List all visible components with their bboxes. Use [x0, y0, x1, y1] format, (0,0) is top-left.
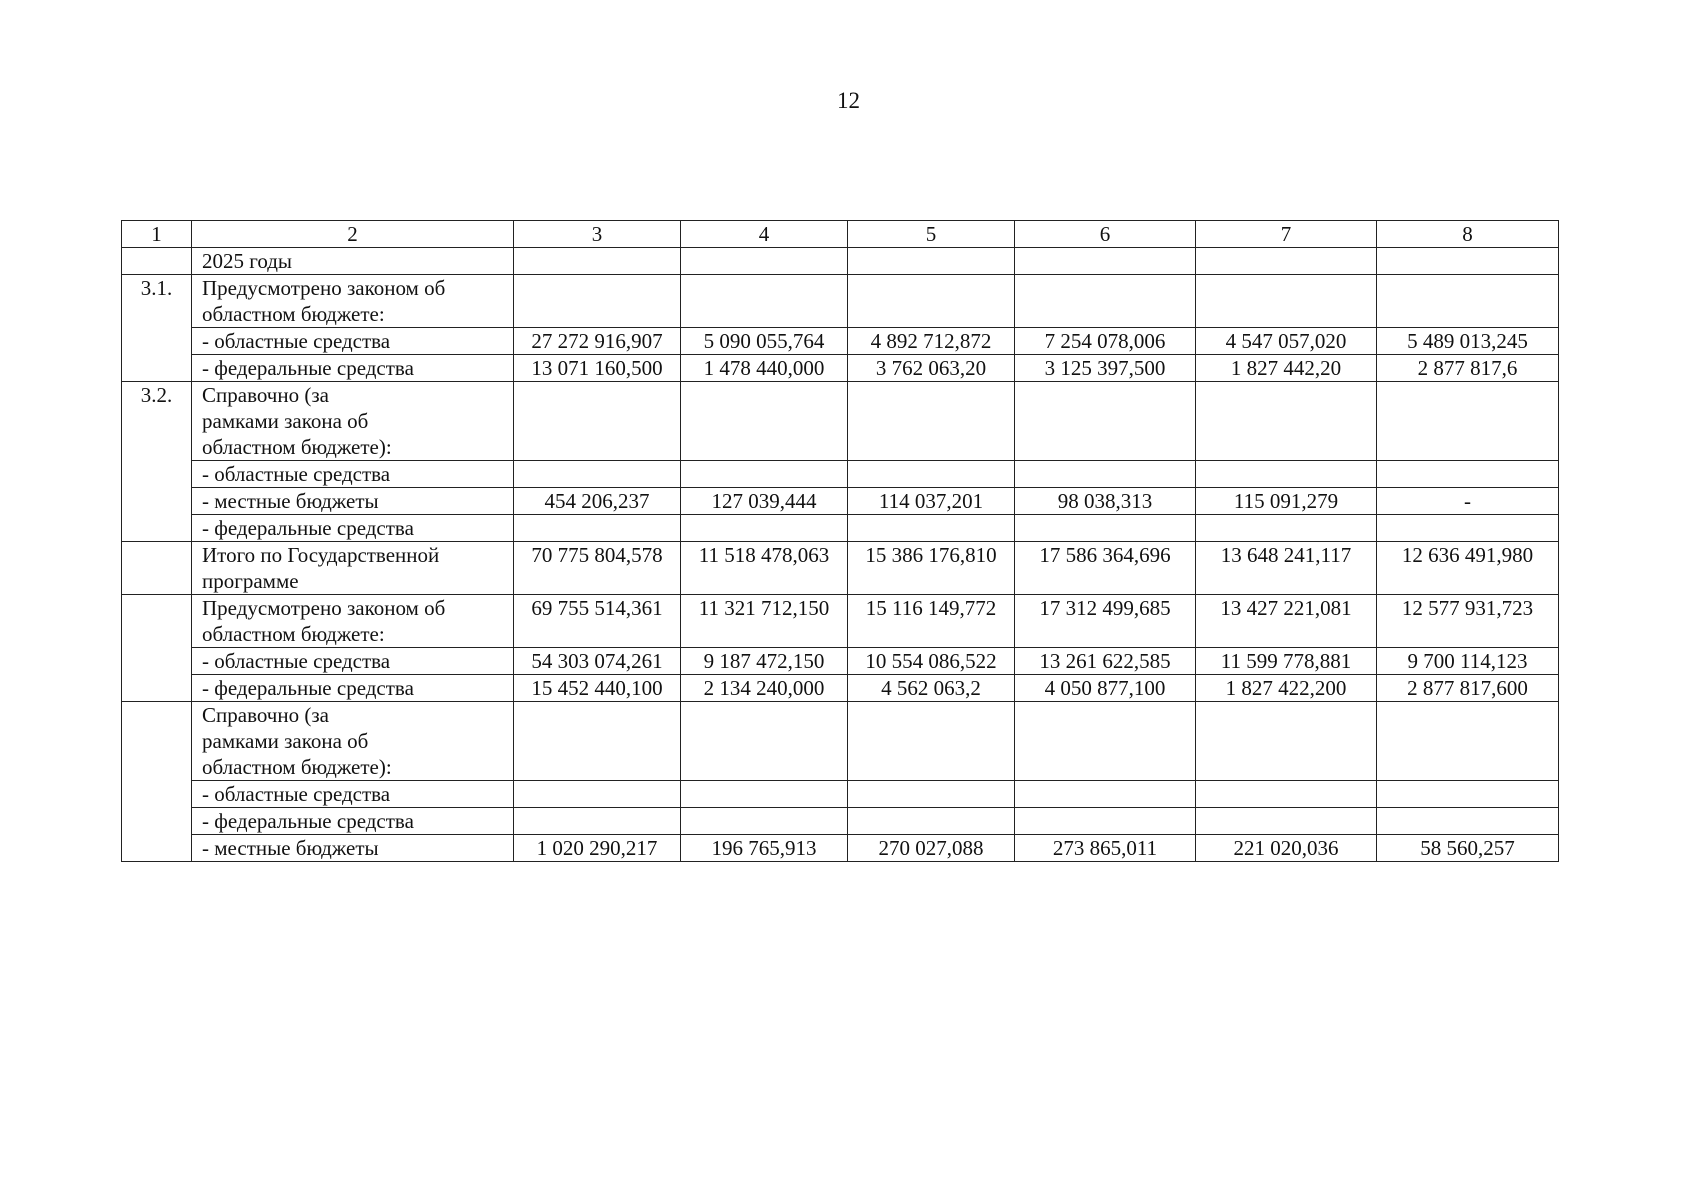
- table-cell: [514, 702, 681, 781]
- table-cell: 273 865,011: [1015, 835, 1196, 862]
- table-cell: 1 478 440,000: [681, 355, 848, 382]
- table-cell: 115 091,279: [1196, 488, 1377, 515]
- row-label: - областные средства: [192, 328, 514, 355]
- table-cell: [1377, 808, 1559, 835]
- column-header: 7: [1196, 221, 1377, 248]
- table-row: [122, 275, 1559, 328]
- table-cell: [514, 382, 681, 461]
- table-cell: [1015, 275, 1196, 328]
- table-cell: [848, 808, 1015, 835]
- table-row: [122, 355, 1559, 382]
- table-cell: 221 020,036: [1196, 835, 1377, 862]
- table-cell: 2 877 817,600: [1377, 675, 1559, 702]
- table-cell: 454 206,237: [514, 488, 681, 515]
- table-row: [122, 648, 1559, 675]
- table-cell: [1377, 382, 1559, 461]
- table-cell: 1 020 290,217: [514, 835, 681, 862]
- table-cell: 196 765,913: [681, 835, 848, 862]
- table-cell: [848, 248, 1015, 275]
- table-cell: 3 762 063,20: [848, 355, 1015, 382]
- table-cell: 2 877 817,6: [1377, 355, 1559, 382]
- row-number: 3.2.: [122, 382, 192, 542]
- table-row: [122, 808, 1559, 835]
- table-row: [122, 248, 1559, 275]
- table-cell: [1015, 808, 1196, 835]
- table-cell: 70 775 804,578: [514, 542, 681, 595]
- column-header: 6: [1015, 221, 1196, 248]
- table-cell: [514, 781, 681, 808]
- table-cell: 7 254 078,006: [1015, 328, 1196, 355]
- table-cell: [514, 275, 681, 328]
- table-cell: 5 090 055,764: [681, 328, 848, 355]
- table-cell: [848, 275, 1015, 328]
- row-label: - местные бюджеты: [192, 488, 514, 515]
- row-number: [122, 542, 192, 595]
- table-cell: 4 050 877,100: [1015, 675, 1196, 702]
- table-cell: [681, 515, 848, 542]
- table-cell: [848, 781, 1015, 808]
- row-label: Справочно (за рамками закона об областном бюджете):: [192, 382, 514, 461]
- row-label: Итого по Государственной программе: [192, 542, 514, 595]
- table-cell: 11 321 712,150: [681, 595, 848, 648]
- table-cell: [1015, 248, 1196, 275]
- table-row: [122, 461, 1559, 488]
- row-label: - федеральные средства: [192, 675, 514, 702]
- table-cell: 127 039,444: [681, 488, 848, 515]
- table-cell: 1 827 422,200: [1196, 675, 1377, 702]
- row-number: [122, 702, 192, 862]
- table-cell: [681, 702, 848, 781]
- row-number: [122, 595, 192, 702]
- table-cell: 11 599 778,881: [1196, 648, 1377, 675]
- table-cell: [681, 382, 848, 461]
- column-header: 1: [122, 221, 192, 248]
- table-cell: 13 648 241,117: [1196, 542, 1377, 595]
- table-row: [122, 542, 1559, 595]
- table-cell: [1015, 382, 1196, 461]
- table-cell: 4 547 057,020: [1196, 328, 1377, 355]
- table-cell: [848, 461, 1015, 488]
- table-cell: [1015, 461, 1196, 488]
- table-cell: [848, 702, 1015, 781]
- table-cell: [1377, 461, 1559, 488]
- table-cell: [1377, 275, 1559, 328]
- table-cell: [514, 461, 681, 488]
- row-label: Справочно (за рамками закона об областном бюджете):: [192, 702, 514, 781]
- row-number: 3.1.: [122, 275, 192, 382]
- table-cell: [514, 808, 681, 835]
- table-cell: [681, 461, 848, 488]
- table-row: [122, 328, 1559, 355]
- table-cell: 4 562 063,2: [848, 675, 1015, 702]
- table-cell: 11 518 478,063: [681, 542, 848, 595]
- column-header: 8: [1377, 221, 1559, 248]
- column-header: 3: [514, 221, 681, 248]
- table-cell: 270 027,088: [848, 835, 1015, 862]
- table-cell: 58 560,257: [1377, 835, 1559, 862]
- row-label: - федеральные средства: [192, 515, 514, 542]
- table-cell: 15 452 440,100: [514, 675, 681, 702]
- table-cell: 4 892 712,872: [848, 328, 1015, 355]
- table-header-row: [122, 221, 1559, 248]
- table-cell: [1196, 515, 1377, 542]
- table-cell: 13 071 160,500: [514, 355, 681, 382]
- table-cell: [1377, 248, 1559, 275]
- table-cell: [514, 248, 681, 275]
- table-cell: 17 312 499,685: [1015, 595, 1196, 648]
- table-row: [122, 835, 1559, 862]
- table-cell: 15 116 149,772: [848, 595, 1015, 648]
- table-cell: [1015, 702, 1196, 781]
- table-cell: 98 038,313: [1015, 488, 1196, 515]
- row-label: Предусмотрено законом об областном бюджете:: [192, 595, 514, 648]
- table-cell: 114 037,201: [848, 488, 1015, 515]
- table-cell: 69 755 514,361: [514, 595, 681, 648]
- table-row: [122, 781, 1559, 808]
- row-label: - областные средства: [192, 461, 514, 488]
- row-number: [122, 248, 192, 275]
- table-cell: 12 636 491,980: [1377, 542, 1559, 595]
- row-label: - федеральные средства: [192, 355, 514, 382]
- table-cell: -: [1377, 488, 1559, 515]
- table-row: [122, 382, 1559, 461]
- table-cell: 17 586 364,696: [1015, 542, 1196, 595]
- table-cell: [1015, 515, 1196, 542]
- table-row: [122, 702, 1559, 781]
- row-label: Предусмотрено законом об областном бюджете:: [192, 275, 514, 328]
- table-cell: [1377, 781, 1559, 808]
- table-cell: 15 386 176,810: [848, 542, 1015, 595]
- table-cell: [1196, 702, 1377, 781]
- row-label: - федеральные средства: [192, 808, 514, 835]
- table-cell: [848, 515, 1015, 542]
- table-cell: 2 134 240,000: [681, 675, 848, 702]
- table-row: [122, 675, 1559, 702]
- page-number: 12: [837, 88, 860, 113]
- table-cell: 5 489 013,245: [1377, 328, 1559, 355]
- row-label: - местные бюджеты: [192, 835, 514, 862]
- table-cell: 10 554 086,522: [848, 648, 1015, 675]
- table-cell: 1 827 442,20: [1196, 355, 1377, 382]
- table-cell: 9 700 114,123: [1377, 648, 1559, 675]
- table-cell: [1377, 702, 1559, 781]
- row-label: - областные средства: [192, 648, 514, 675]
- table-cell: 13 427 221,081: [1196, 595, 1377, 648]
- table-cell: [1196, 248, 1377, 275]
- budget-table: [121, 220, 1559, 862]
- row-label: 2025 годы: [192, 248, 514, 275]
- table-row: [122, 488, 1559, 515]
- table-cell: [514, 515, 681, 542]
- table-cell: 3 125 397,500: [1015, 355, 1196, 382]
- table-row: [122, 515, 1559, 542]
- table-cell: 12 577 931,723: [1377, 595, 1559, 648]
- table-cell: [681, 781, 848, 808]
- table-cell: [681, 808, 848, 835]
- table-cell: [1377, 515, 1559, 542]
- table-cell: [1015, 781, 1196, 808]
- table-cell: [681, 248, 848, 275]
- table-cell: [681, 275, 848, 328]
- table-cell: [1196, 382, 1377, 461]
- table-cell: [1196, 781, 1377, 808]
- table-cell: 9 187 472,150: [681, 648, 848, 675]
- table-cell: 13 261 622,585: [1015, 648, 1196, 675]
- table-cell: [848, 382, 1015, 461]
- row-label: - областные средства: [192, 781, 514, 808]
- table-cell: 27 272 916,907: [514, 328, 681, 355]
- table-cell: [1196, 808, 1377, 835]
- table-cell: [1196, 461, 1377, 488]
- table-cell: [1196, 275, 1377, 328]
- column-header: 5: [848, 221, 1015, 248]
- table-row: [122, 595, 1559, 648]
- column-header: 2: [192, 221, 514, 248]
- column-header: 4: [681, 221, 848, 248]
- table-cell: 54 303 074,261: [514, 648, 681, 675]
